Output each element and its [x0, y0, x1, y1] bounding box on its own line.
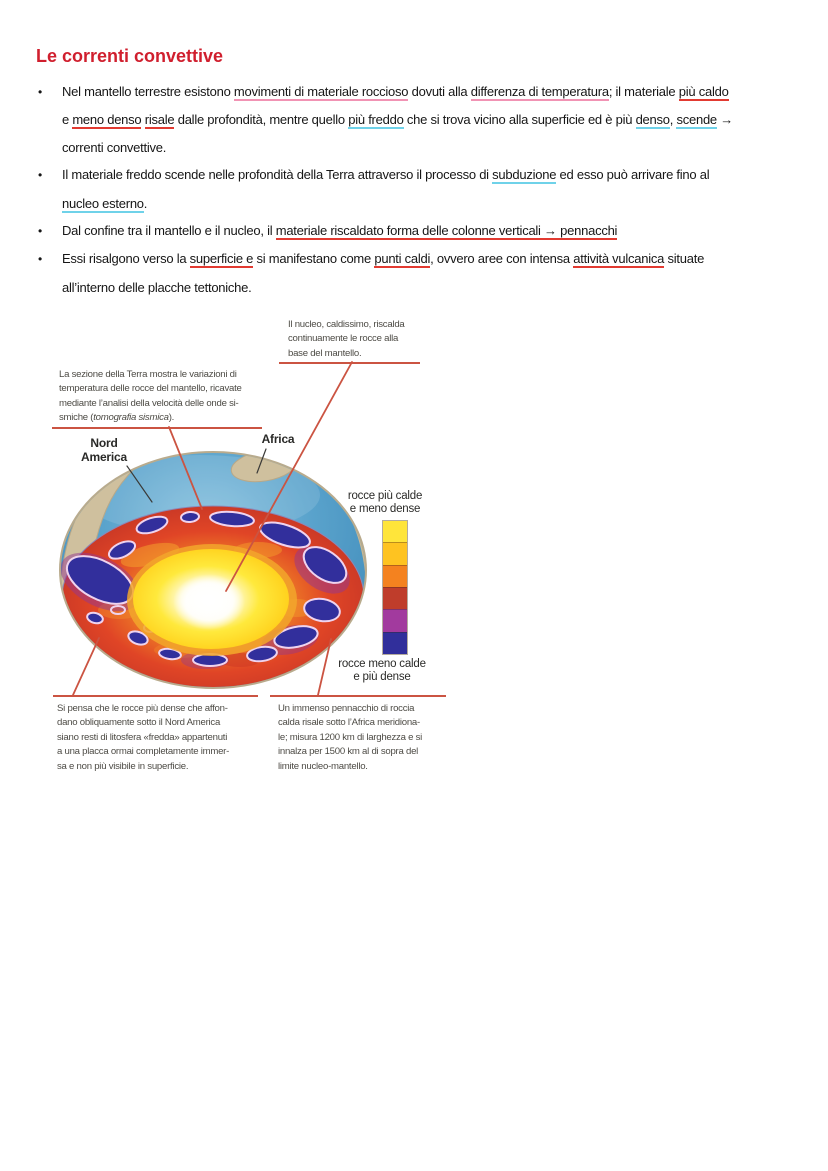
note-text	[62, 78, 729, 105]
leader-bottom-left-caption	[73, 638, 99, 695]
highlighted-text: movimenti di materiale roccioso	[233, 84, 409, 99]
figure-earth-tomography	[0, 310, 828, 790]
highlighted-text: più caldo	[678, 84, 729, 99]
text-segment: →	[716, 112, 734, 128]
caption-rule-bottom-right	[270, 695, 446, 697]
caption-text: Un immenso pennacchio di roccia	[278, 703, 415, 714]
text-segment: e	[62, 112, 73, 128]
note-text	[62, 190, 147, 217]
text-segment: all’interno delle placche tettoniche.	[62, 279, 252, 295]
text-segment: correnti convettive.	[62, 139, 167, 155]
highlighted-text: nucleo esterno	[62, 195, 144, 211]
highlighted-text: più freddo	[348, 112, 404, 128]
caption-line	[57, 745, 267, 759]
legend-label-cold-line2: e più dense	[353, 671, 411, 683]
caption-text: temperatura delle rocce del mantello, ricavate	[59, 383, 242, 395]
legend-color-segment-3	[383, 587, 407, 609]
note-text	[62, 245, 704, 272]
legend-color-segment-1	[383, 542, 407, 564]
caption-line	[288, 332, 438, 346]
highlighted-text: meno denso	[72, 112, 142, 128]
legend-label-cold-line1: rocce meno calde	[338, 658, 426, 670]
caption-text: La sezione della Terra mostra le variazioni di	[59, 369, 237, 380]
label-africa-text: Africa	[261, 432, 295, 446]
caption-text: innalza per 1500 km al di sopra del	[278, 746, 419, 758]
legend-label-cold	[327, 658, 437, 684]
text-segment: dalle profondità, mentre quello	[174, 112, 349, 128]
caption-rule-top-right	[279, 362, 420, 364]
caption-core-heat	[288, 318, 438, 361]
note-text	[62, 161, 709, 188]
highlighted-text: differenza di temperatura	[470, 84, 609, 99]
caption-line	[278, 702, 454, 716]
text-segment: Il materiale freddo scende nelle profondità della Terra attraverso il processo di	[62, 167, 493, 183]
caption-line	[57, 731, 267, 745]
caption-text: le; misura 1200 km di larghezza e si	[278, 731, 423, 743]
text-segment: Essi risalgono verso la	[62, 251, 190, 267]
note-text	[62, 134, 166, 161]
note-line	[0, 134, 828, 161]
notes-list	[0, 78, 828, 301]
text-segment: , ovvero aree con intensa	[430, 251, 574, 267]
note-line	[0, 274, 828, 301]
caption-text: limite nucleo-mantello.	[278, 760, 368, 772]
legend-label-hot-line2: e meno dense	[349, 503, 421, 515]
text-segment: ; il materiale	[608, 84, 679, 99]
highlighted-text: punti caldi	[374, 251, 431, 267]
caption-line	[278, 731, 454, 745]
caption-text: smiche (	[59, 412, 94, 424]
caption-subducted-lithosphere	[57, 702, 267, 774]
caption-italic-text: tomografia sismica	[93, 412, 169, 424]
caption-line	[59, 397, 269, 411]
legend-color-segment-2	[383, 565, 407, 587]
caption-line	[57, 716, 267, 730]
label-america: America	[81, 450, 127, 464]
caption-rule-bottom-left	[53, 695, 258, 697]
caption-text: sa e non più visibile in superficie.	[57, 760, 189, 772]
highlighted-text: scende	[676, 112, 717, 128]
caption-line	[59, 382, 269, 396]
caption-line	[57, 702, 267, 716]
note-line	[0, 245, 828, 273]
text-segment: si manifestano come	[253, 251, 375, 267]
caption-text: base del mantello.	[288, 347, 362, 359]
highlighted-text: subduzione	[492, 167, 557, 183]
text-segment: Dal confine tra il mantello e il nucleo, il	[62, 223, 276, 239]
legend-label-hot	[330, 490, 440, 516]
bullet-marker: •	[38, 168, 42, 183]
core-hot-center	[173, 574, 245, 630]
caption-line	[57, 760, 267, 774]
text-segment: che si trova vicino alla superficie ed è più	[403, 112, 636, 128]
caption-text: dano obliquamente sotto il Nord America	[57, 717, 221, 729]
legend-color-segment-5	[383, 632, 407, 654]
bullet-marker: •	[38, 85, 42, 99]
text-segment: dovuti alla	[408, 84, 471, 99]
note-text	[62, 274, 252, 301]
caption-text: ).	[168, 412, 175, 424]
caption-text: continuamente le rocce alla	[288, 333, 399, 345]
highlighted-text: materiale riscaldato forma delle colonne verticali → pennacchi	[275, 223, 618, 239]
text-segment: ,	[669, 112, 677, 128]
highlighted-text: superficie e	[189, 251, 254, 267]
caption-line	[278, 716, 454, 730]
label-nord: Nord	[90, 436, 118, 450]
caption-line	[288, 347, 438, 361]
legend-color-segment-4	[383, 609, 407, 631]
note-text	[62, 217, 617, 244]
label-africa	[248, 432, 308, 446]
text-segment: ed esso può arrivare fino al	[556, 167, 710, 183]
caption-line	[59, 368, 269, 382]
highlighted-text: attività vulcanica	[573, 251, 665, 267]
note-text	[62, 106, 733, 133]
temperature-color-scale	[382, 520, 408, 655]
caption-line	[59, 411, 269, 425]
caption-text: calda risale sotto l’Africa meridiona-	[278, 717, 420, 729]
text-segment: Nel mantello terrestre esistono	[62, 84, 234, 99]
legend-color-segment-0	[383, 521, 407, 542]
caption-text: siano resti di litosfera «fredda» appartenuti	[57, 731, 228, 743]
note-line	[0, 161, 828, 189]
text-segment: .	[143, 195, 148, 211]
note-line	[0, 190, 828, 217]
label-nord-america	[78, 436, 130, 464]
highlighted-text: denso	[635, 112, 670, 128]
caption-line	[288, 318, 438, 332]
bullet-marker: •	[38, 252, 42, 267]
caption-tomography	[59, 368, 269, 426]
note-line	[0, 78, 828, 106]
legend-label-hot-line1: rocce più calde	[347, 490, 423, 502]
caption-mantle-plume	[278, 702, 454, 774]
caption-line	[278, 760, 454, 774]
note-line	[0, 217, 828, 245]
page-title: Le correnti convettive	[36, 46, 224, 66]
note-line	[0, 106, 828, 133]
highlighted-text: risale	[144, 112, 175, 128]
bullet-marker: •	[38, 224, 42, 239]
caption-rule-left	[52, 427, 262, 429]
caption-text: a una placca ormai completamente immer-	[57, 746, 230, 758]
text-segment: situate	[664, 251, 705, 267]
caption-text: mediante l’analisi della velocità delle onde si-	[59, 397, 239, 409]
caption-text: Si pensa che le rocce più dense che affon-	[57, 703, 228, 714]
caption-line	[278, 745, 454, 759]
caption-text: Il nucleo, caldissimo, riscalda	[288, 319, 405, 330]
